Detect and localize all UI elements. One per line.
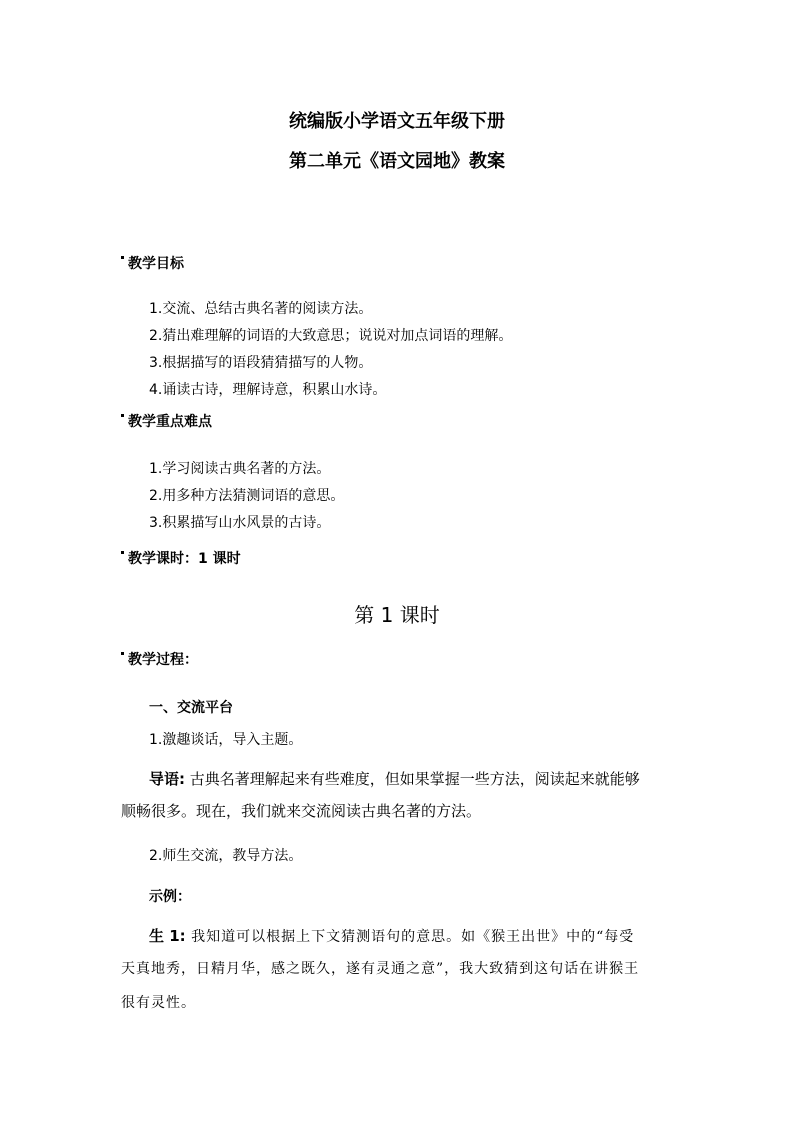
student1-text: 我知道可以根据上下文猜测语句的意思。如《猴王出世》中的“每受 [185,929,635,945]
key-points-heading-text: 教学重点难点 [128,414,212,430]
student1-line3: 很有灵性。 [121,995,196,1011]
objective-item: 4.诵读古诗，理解诗意，积累山水诗。 [149,382,387,398]
document-title-line1: 统编版小学语文五年级下册 [289,111,505,132]
key-point-item: 1.学习阅读古典名著的方法。 [149,461,331,477]
bullet-dot-icon [121,414,124,417]
objective-item: 3.根据描写的语段猜猜描写的人物。 [149,355,373,371]
bullet-dot-icon [121,551,124,554]
intro-label: 导语: [149,770,185,788]
objectives-heading-text: 教学目标 [128,256,184,272]
student1-line1 [149,925,634,946]
step-item: 2.师生交流，教导方法。 [149,848,303,864]
bullet-dot-icon [121,256,124,259]
class-hours-heading [121,548,241,568]
key-point-item: 2.用多种方法猜测词语的意思。 [149,488,345,504]
lesson-title: 第 1 课时 [354,603,440,627]
bullet-dot-icon [121,652,124,655]
student1-label: 生 1: [149,927,186,945]
intro-text: 古典名著理解起来有些难度，但如果掌握一些方法，阅读起来就能够 [185,770,640,788]
part1-heading: 一、交流平台 [149,700,233,716]
class-hours-text: 教学课时：1 课时 [128,551,241,567]
key-point-item: 3.积累描写山水风景的古诗。 [149,515,331,531]
objective-item: 2.猜出难理解的词语的大致意思；说说对加点词语的理解。 [149,328,513,344]
student1-line2: 天真地秀，日精月华，感之既久，遂有灵通之意”，我大致猜到这句话在讲猴王 [121,961,640,977]
process-heading [121,649,198,669]
objective-item: 1.交流、总结古典名著的阅读方法。 [149,301,373,317]
key-points-heading [121,411,212,431]
intro-paragraph-line2: 顺畅很多。现在，我们就来交流阅读古典名著的方法。 [121,802,482,820]
objectives-heading [121,253,184,273]
document-title-line2: 第二单元《语文园地》教案 [289,151,505,172]
process-heading-text: 教学过程： [128,652,198,668]
step-item: 1.激趣谈话，导入主题。 [149,732,303,748]
example-label: 示例： [149,889,191,905]
intro-paragraph-line1 [149,768,640,789]
